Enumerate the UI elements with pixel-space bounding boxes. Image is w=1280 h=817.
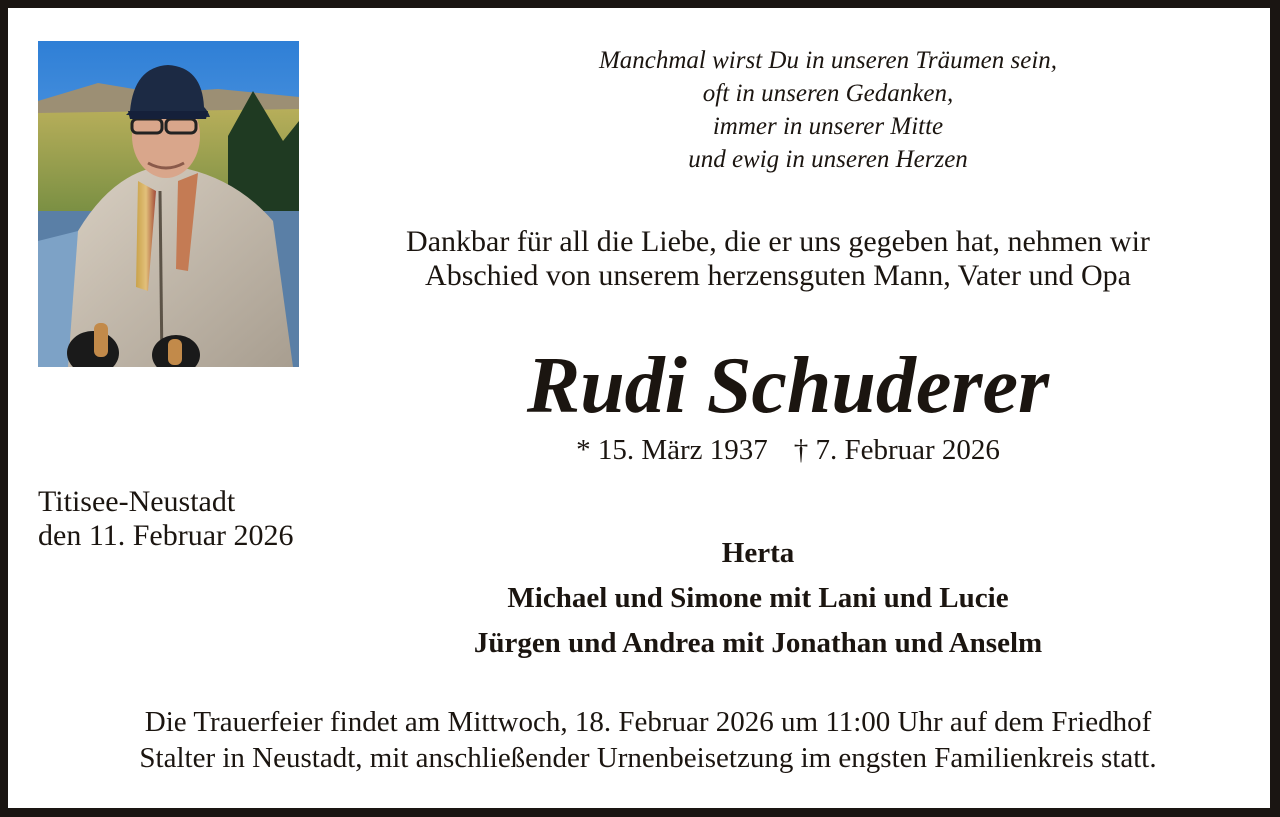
portrait-photo	[38, 41, 299, 367]
family-line: Herta	[721, 537, 795, 569]
family-signatures	[368, 531, 1148, 666]
death-date: † 7. Februar 2026	[793, 434, 1000, 466]
poem-line: oft in unseren Gedanken,	[702, 80, 954, 107]
place-date: den 11. Februar 2026	[38, 519, 294, 552]
poem	[568, 44, 1088, 176]
birth-date: * 15. März 1937	[576, 434, 768, 466]
service-line: Die Trauerfeier findet am Mittwoch, 18. Februar 2026 um 11:00 Uhr auf dem Friedhof	[144, 706, 1152, 738]
place-city: Titisee-Neustadt	[38, 485, 236, 518]
poem-line: immer in unserer Mitte	[712, 113, 944, 140]
intro-text	[308, 225, 1248, 293]
intro-line: Abschied von unserem herzensguten Mann, Vater und Opa	[425, 259, 1131, 292]
place-and-date	[38, 485, 294, 553]
service-info	[28, 704, 1268, 776]
family-line: Michael und Simone mit Lani und Lucie	[507, 582, 1009, 614]
family-line: Jürgen und Andrea mit Jonathan und Anselm	[473, 627, 1043, 659]
poem-line: und ewig in unseren Herzen	[688, 146, 968, 173]
deceased-name: Rudi Schuderer	[526, 342, 1050, 430]
life-dates	[488, 432, 1088, 468]
portrait-photo-image	[38, 41, 299, 367]
service-line: Stalter in Neustadt, mit anschließender Urnenbeisetzung im engsten Familienkreis statt.	[139, 742, 1157, 774]
intro-line: Dankbar für all die Liebe, die er uns gegeben hat, nehmen wir	[406, 225, 1150, 258]
poem-line: Manchmal wirst Du in unseren Träumen sein,	[598, 47, 1058, 74]
